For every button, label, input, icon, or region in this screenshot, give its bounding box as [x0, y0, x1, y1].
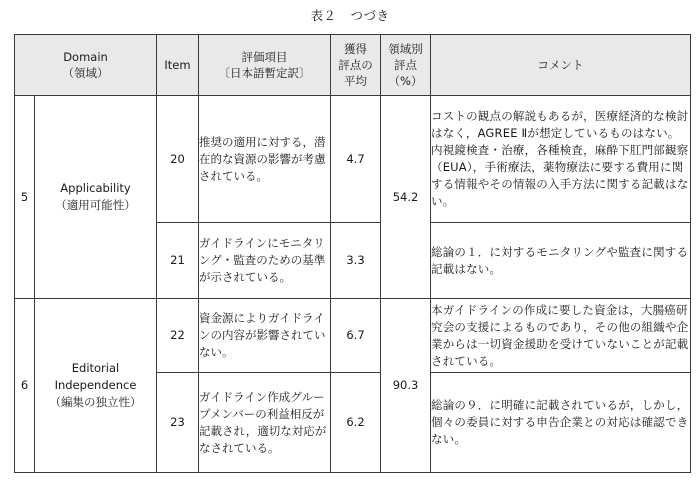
- item-comment: 総論の１．に対するモニタリングや監査に関する記載はない。: [431, 223, 691, 299]
- domain-score: 90.3: [381, 299, 431, 473]
- domain-number: 6: [15, 299, 35, 473]
- header-item: Item: [157, 35, 199, 96]
- item-comment: コストの観点の解説もあるが，医療経済的な検討はなく，AGREE Ⅱが想定しているものはない。内視鏡検査・治療，各種検査，麻酔下肛門部観察（EUA），手術療法，薬物療法に要する費用に関する情報やその情報の入手方法に関する記載はない。: [431, 96, 691, 223]
- header-eval-item: 評価項目 〔日本語暫定訳〕: [199, 35, 331, 96]
- caption-title: つづき: [350, 8, 390, 23]
- item-score: 6.2: [331, 373, 381, 473]
- header-domain: Domain （領域）: [15, 35, 157, 96]
- table-row: [15, 96, 691, 223]
- header-row: [15, 35, 691, 96]
- caption-label: 表２: [310, 8, 337, 23]
- item-number: 21: [157, 223, 199, 299]
- table-row: [15, 299, 691, 373]
- item-text: 推奨の適用に対する，潜在的な資源の影響が考慮されている。: [199, 96, 331, 223]
- agree-table: [14, 34, 691, 473]
- domain-name: Applicability （適用可能性）: [35, 96, 157, 299]
- table-caption: [0, 6, 700, 24]
- header-comment: コメント: [431, 35, 691, 96]
- item-score: 3.3: [331, 223, 381, 299]
- item-comment: 総論の９．に明確に記載されているが，しかし，個々の委員に対する申告企業との対応は確認できない。: [431, 373, 691, 473]
- item-number: 22: [157, 299, 199, 373]
- domain-name: Editorial Independence （編集の独立性）: [35, 299, 157, 473]
- item-text: ガイドライン作成グループメンバーの利益相反が記載され，適切な対応がなされている。: [199, 373, 331, 473]
- item-text: 資金源によりガイドラインの内容が影響されていない。: [199, 299, 331, 373]
- header-domain-score: 領域別 評点 （%）: [381, 35, 431, 96]
- domain-score: 54.2: [381, 96, 431, 299]
- item-score: 6.7: [331, 299, 381, 373]
- item-text: ガイドラインにモニタリング・監査のための基準が示されている。: [199, 223, 331, 299]
- item-number: 20: [157, 96, 199, 223]
- item-score: 4.7: [331, 96, 381, 223]
- item-number: 23: [157, 373, 199, 473]
- header-score: 獲得 評点の 平均: [331, 35, 381, 96]
- item-comment: 本ガイドラインの作成に要した資金は，大腸癌研究会の支援によるものであり，その他の組織や企業からは一切資金援助を受けていないことが記載されている。: [431, 299, 691, 373]
- domain-number: 5: [15, 96, 35, 299]
